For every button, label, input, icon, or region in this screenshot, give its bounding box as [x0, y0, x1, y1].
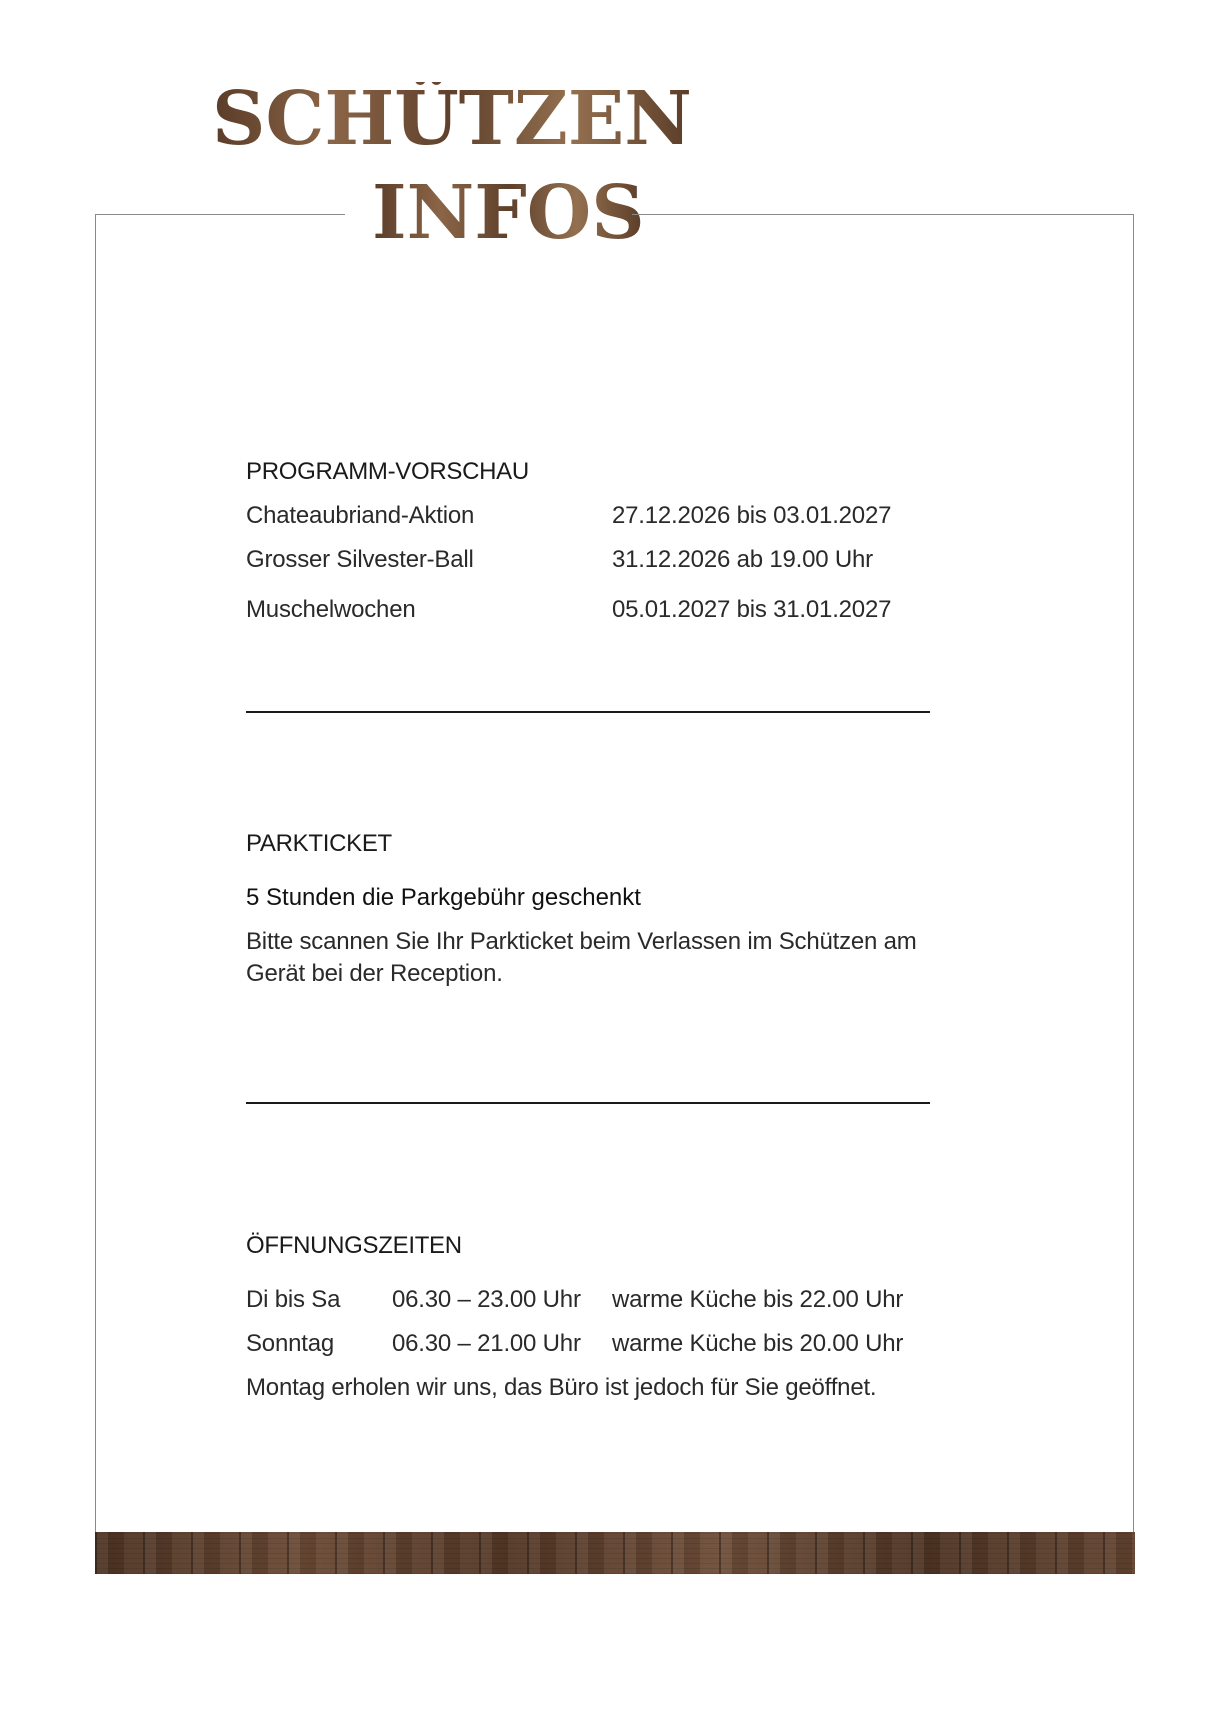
hours-note: Montag erholen wir uns, das Büro ist jedoch für Sie geöffnet. — [246, 1374, 877, 1401]
hours-row-days: Di bis Sa — [246, 1286, 341, 1313]
programm-item-date: 31.12.2026 ab 19.00 Uhr — [612, 546, 873, 573]
hours-row-hours: 06.30 – 21.00 Uhr — [392, 1330, 581, 1357]
parkticket-text: Bitte scannen Sie Ihr Parkticket beim Verlassen im Schützen am Gerät bei der Reception. — [246, 928, 917, 987]
hours-row-kitchen: warme Küche bis 22.00 Uhr — [612, 1286, 904, 1313]
title-line-1: SCHÜTZEN — [212, 76, 692, 162]
wood-strip-decoration — [95, 1532, 1135, 1574]
frame-top-left-border — [95, 214, 345, 215]
section-divider — [246, 711, 930, 713]
programm-item-date: 27.12.2026 bis 03.01.2027 — [612, 502, 892, 529]
hours-row-days: Sonntag — [246, 1330, 335, 1357]
hours-row-kitchen: warme Küche bis 20.00 Uhr — [612, 1330, 904, 1357]
frame-right-border — [1133, 214, 1134, 1534]
programm-heading: PROGRAMM-VORSCHAU — [246, 458, 529, 485]
programm-item-name: Grosser Silvester-Ball — [246, 546, 474, 573]
oeffnungszeiten-heading: ÖFFNUNGSZEITEN — [246, 1232, 462, 1259]
programm-item-name: Chateaubriand-Aktion — [246, 502, 475, 529]
frame-top-right-border — [632, 214, 1134, 215]
parkticket-subheading: 5 Stunden die Parkgebühr geschenkt — [246, 884, 641, 911]
title-line-2: INFOS — [372, 170, 645, 256]
parkticket-heading: PARKTICKET — [246, 830, 392, 857]
section-divider — [246, 1102, 930, 1104]
programm-item-name: Muschelwochen — [246, 596, 416, 623]
frame-left-border — [95, 214, 96, 1534]
programm-item-date: 05.01.2027 bis 31.01.2027 — [612, 596, 892, 623]
hours-row-hours: 06.30 – 23.00 Uhr — [392, 1286, 581, 1313]
